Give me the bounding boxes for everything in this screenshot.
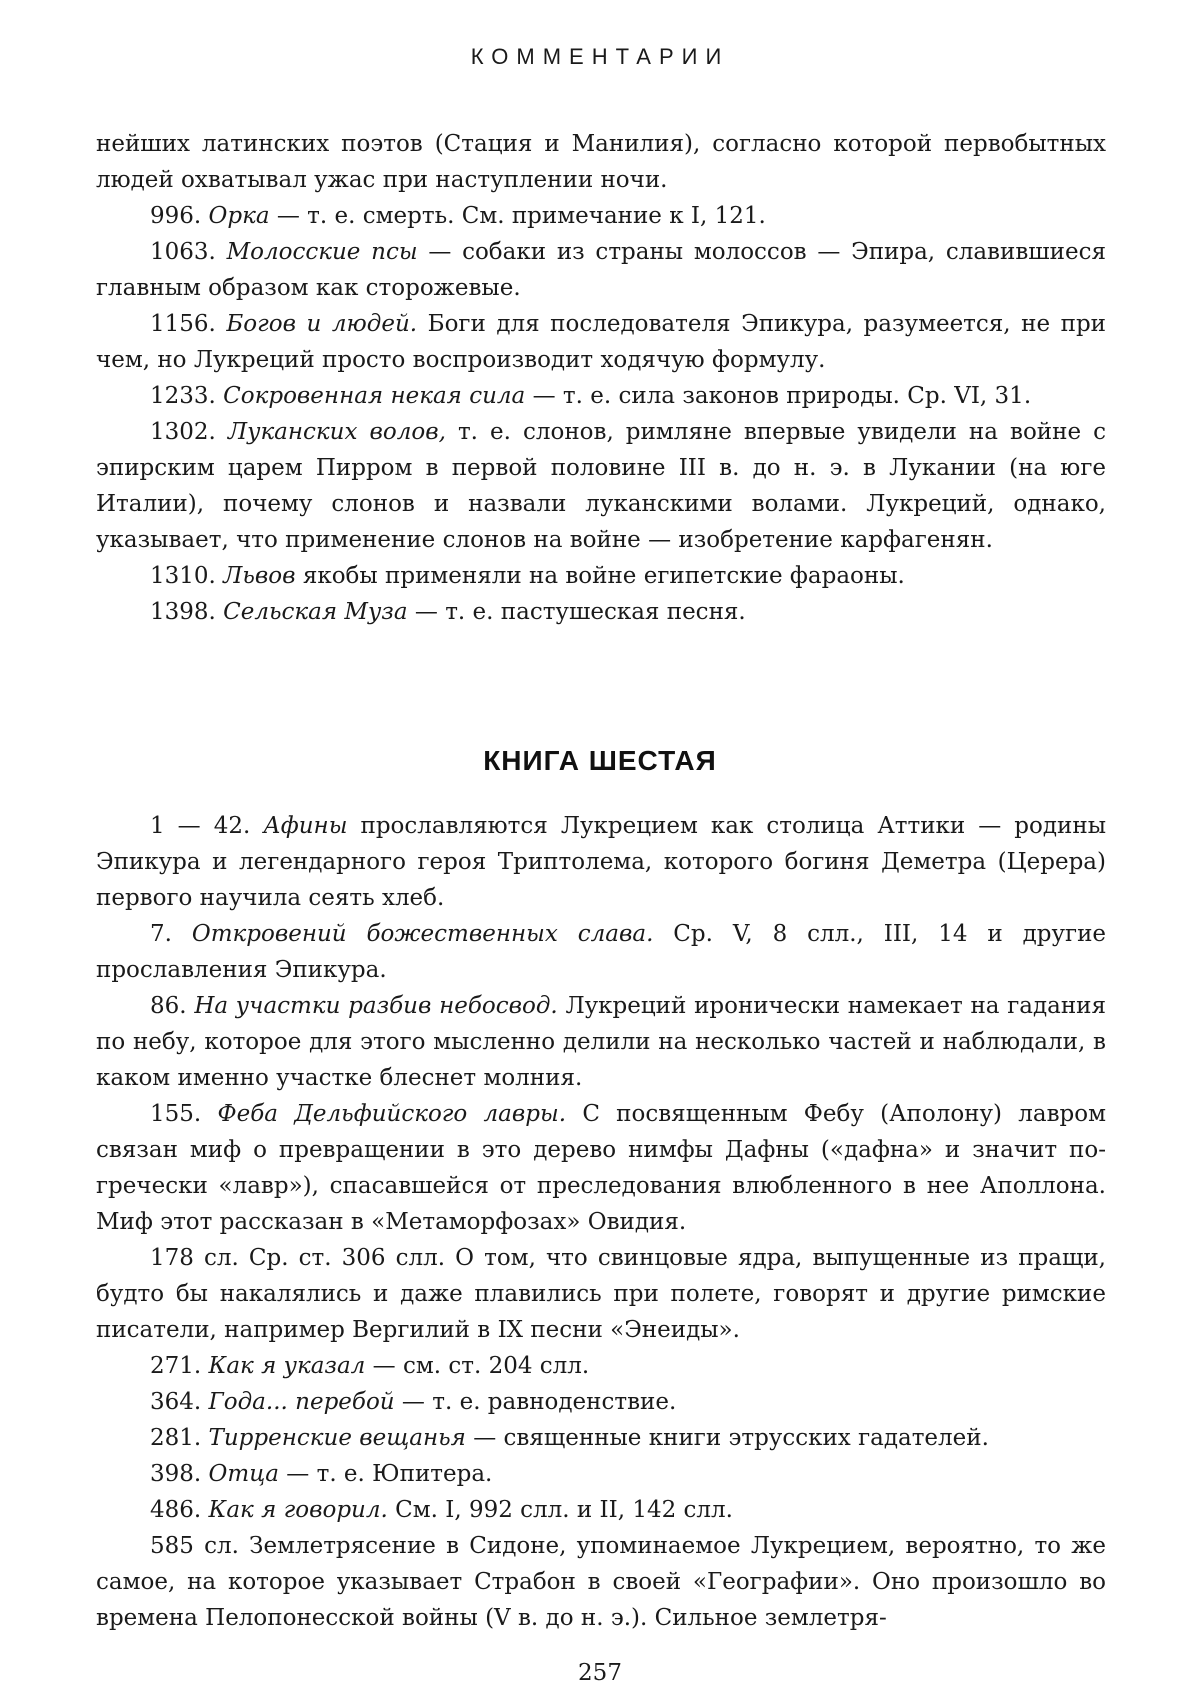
section-heading: КНИГА ШЕСТАЯ: [483, 745, 717, 776]
line-number: 281.: [150, 1425, 202, 1451]
lemma-term: Богов и людей.: [226, 311, 418, 337]
commentary-note: [96, 126, 1106, 198]
commentary-section-book-five: [96, 126, 1106, 630]
note-text: якобы применяли на войне египетские фараоны.: [295, 563, 905, 589]
lemma-term: На участки разбив небосвод.: [194, 993, 558, 1019]
note-text: — см. ст. 204 слл.: [365, 1353, 590, 1379]
commentary-note: [96, 1096, 1106, 1240]
line-number: 155.: [150, 1101, 202, 1127]
commentary-note: [96, 558, 1106, 594]
lemma-term: Года... перебой: [208, 1389, 395, 1415]
lemma-term: Сельская Муза: [223, 599, 408, 625]
note-text: сл. Землетрясение в Сидоне, упоминаемое Лукрецием, вероятно, то же самое, на которое указывает Страбон в своей «Географии». Оно произошло во времена Пелопонесской войны (V в. до н. э.). Сильное землетря-: [96, 1533, 1106, 1631]
lemma-term: Откровений божественных слава.: [191, 921, 654, 947]
note-text: Боги для последователя Эпикура, разумеется, не при чем, но Лукреций просто воспроизводит ходячую формулу.: [96, 311, 1107, 373]
note-text: — т. е. сила законов природы. Ср. VI, 31.: [525, 383, 1032, 409]
note-text: — т. е. Юпитера.: [278, 1461, 493, 1487]
page-number: 257: [578, 1660, 622, 1686]
line-number: 996.: [150, 203, 202, 229]
commentary-note: [96, 1348, 1106, 1384]
line-number: 1310.: [150, 563, 216, 589]
note-text: Лукреций иронически намекает на гадания по небу, которое для этого мысленно делили на несколько частей и наблюдали, в каком именно участке блеснет молния.: [96, 993, 1107, 1091]
line-number: 86.: [150, 993, 187, 1019]
note-text: — т. е. пастушеская песня.: [407, 599, 746, 625]
lemma-term: Львов: [223, 563, 296, 589]
note-text: — собаки из страны молоссов — Эпира, славившиеся главным образом как сторожевые.: [96, 239, 1106, 301]
commentary-note: [96, 414, 1106, 558]
lemma-term: Как я говорил.: [208, 1497, 388, 1523]
commentary-note: [96, 1492, 1106, 1528]
line-number: 364.: [150, 1389, 202, 1415]
note-text: — священные книги этрусских гадателей.: [465, 1425, 989, 1451]
line-number: 585: [150, 1533, 194, 1559]
commentary-note: [96, 1456, 1106, 1492]
note-text: См. I, 992 слл. и II, 142 слл.: [387, 1497, 733, 1523]
line-number: 1302.: [150, 419, 216, 445]
commentary-note: [96, 1240, 1106, 1348]
commentary-note: [96, 1384, 1106, 1420]
lemma-term: Феба Дельфийского лавры.: [217, 1101, 567, 1127]
lemma-term: Луканских волов,: [227, 419, 446, 445]
line-number: 1233.: [150, 383, 216, 409]
line-number: 398.: [150, 1461, 202, 1487]
commentary-note: [96, 988, 1106, 1096]
line-number: 1156.: [150, 311, 216, 337]
note-text: прославляются Лукрецием как столица Аттики — родины Эпикура и легендарного героя Триптолема, которого богиня Деметра (Церера) первого научила сеять хлеб.: [96, 813, 1106, 911]
line-number: 486.: [150, 1497, 202, 1523]
lemma-term: Сокровенная некая сила: [223, 383, 526, 409]
lemma-term: Афины: [263, 813, 348, 839]
note-text: нейших латинских поэтов (Стация и Манилия), согласно которой первобытных людей охватывал ужас при наступлении ночи.: [96, 131, 1106, 193]
commentary-note: [96, 378, 1106, 414]
commentary-note: [96, 234, 1106, 306]
commentary-note: [96, 808, 1106, 916]
note-text: С посвященным Фебу (Аполону) лавром связан миф о превращении в это дерево нимфы Дафны («дафна» и значит по-гречески «лавр»), спасавшейся от преследования влюбленного в нее Аполлона. Миф этот рассказан в «Метаморфозах» Овидия.: [96, 1101, 1107, 1235]
commentary-note: [96, 916, 1106, 988]
note-text: — т. е. равноденствие.: [394, 1389, 677, 1415]
commentary-section-book-six: [96, 808, 1106, 1636]
note-text: сл. Ср. ст. 306 слл. О том, что свинцовые ядра, выпущенные из пращи, будто бы накалялись и даже плавились при полете, говорят и другие римские писатели, например Вергилий в IX песни «Энеиды».: [96, 1245, 1106, 1343]
line-number: 1063.: [150, 239, 216, 265]
running-head: КОММЕНТАРИИ: [470, 44, 730, 69]
note-text: т. е. слонов, римляне впервые увидели на войне с эпирским царем Пирром в первой половине III в. до н. э. в Лукании (на юге Италии), почему слонов и назвали луканскими волами. Лукреций, однако, указывает, что применение слонов на войне — изобретение карфагенян.: [96, 419, 1106, 553]
lemma-term: Тирренские вещанья: [208, 1425, 466, 1451]
note-text: Ср. V, 8 слл., III, 14 и другие прославления Эпикура.: [96, 921, 1107, 983]
line-number: 1 — 42.: [150, 813, 251, 839]
commentary-note: [96, 1420, 1106, 1456]
commentary-note: [96, 1528, 1106, 1636]
lemma-term: Молосские псы: [226, 239, 418, 265]
line-number: 1398.: [150, 599, 216, 625]
line-number: 178: [150, 1245, 194, 1271]
lemma-term: Орка: [208, 203, 270, 229]
commentary-note: [96, 306, 1106, 378]
lemma-term: Как я указал: [208, 1353, 366, 1379]
line-number: 271.: [150, 1353, 202, 1379]
note-text: — т. е. смерть. См. примечание к I, 121.: [269, 203, 766, 229]
commentary-note: [96, 594, 1106, 630]
lemma-term: Отца: [208, 1461, 279, 1487]
commentary-note: [96, 198, 1106, 234]
line-number: 7.: [150, 921, 172, 947]
